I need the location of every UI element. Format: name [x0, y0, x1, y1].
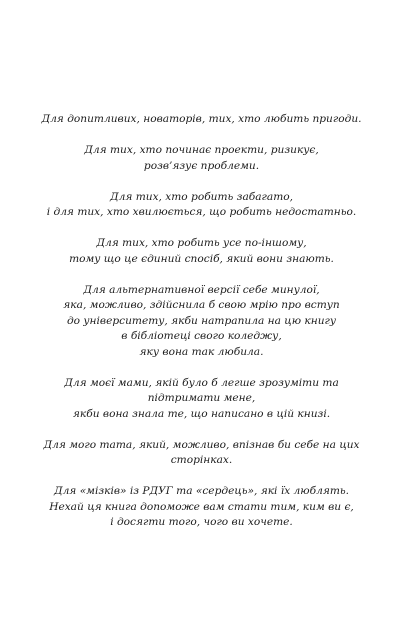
dedication-line: якби вона знала те, що написано в цій книзі.	[72, 407, 331, 420]
dedication-paragraph-2	[0, 143, 403, 174]
dedication-line: тому що це єдиний спосіб, який вони знають.	[69, 252, 334, 265]
dedication-line: в бібліотеці свого коледжу,	[121, 330, 282, 342]
dedication-text	[0, 112, 403, 546]
dedication-line: Для тих, хто починає проекти, ризикує,	[84, 144, 319, 156]
dedication-line: сторінках.	[170, 454, 233, 466]
dedication-line: і досягти того, чого ви хочете.	[110, 516, 293, 528]
dedication-line: розв’язує проблеми.	[143, 159, 260, 172]
dedication-paragraph-1	[0, 112, 403, 128]
dedication-paragraph-3	[0, 190, 403, 221]
dedication-line: підтримати мене,	[147, 392, 256, 404]
dedication-line: яка, можливо, здійснила б свою мрію про вступ	[63, 299, 340, 311]
dedication-paragraph-8	[0, 484, 403, 531]
dedication-line: до університету, якби натрапила на цю книгу	[66, 314, 337, 327]
dedication-paragraph-6	[0, 376, 403, 423]
dedication-line: Для мого тата, який, можливо, впізнав би себе на цих	[43, 438, 360, 451]
dedication-line: Для допитливих, новаторів, тих, хто любить пригоди.	[41, 113, 362, 125]
dedication-line: і для тих, хто хвилюється, що робить недостатньо.	[46, 206, 357, 218]
dedication-paragraph-7	[0, 438, 403, 469]
dedication-line: Для «мізків» із РДУГ та «сердець», які їх люблять.	[53, 485, 350, 497]
dedication-paragraph-4	[0, 236, 403, 267]
dedication-line: Для альтернативної версії себе минулої,	[83, 283, 320, 296]
dedication-line: Для моєї мами, якій було б легше зрозуміти та	[64, 376, 339, 389]
dedication-line: Для тих, хто робить забагато,	[109, 190, 294, 203]
dedication-line: Для тих, хто робить усе по-іншому,	[96, 237, 307, 249]
dedication-line: яку вона так любила.	[139, 345, 264, 358]
dedication-line: Нехай ця книга допоможе вам стати тим, ким ви є,	[49, 500, 354, 513]
dedication-paragraph-5	[0, 283, 403, 361]
